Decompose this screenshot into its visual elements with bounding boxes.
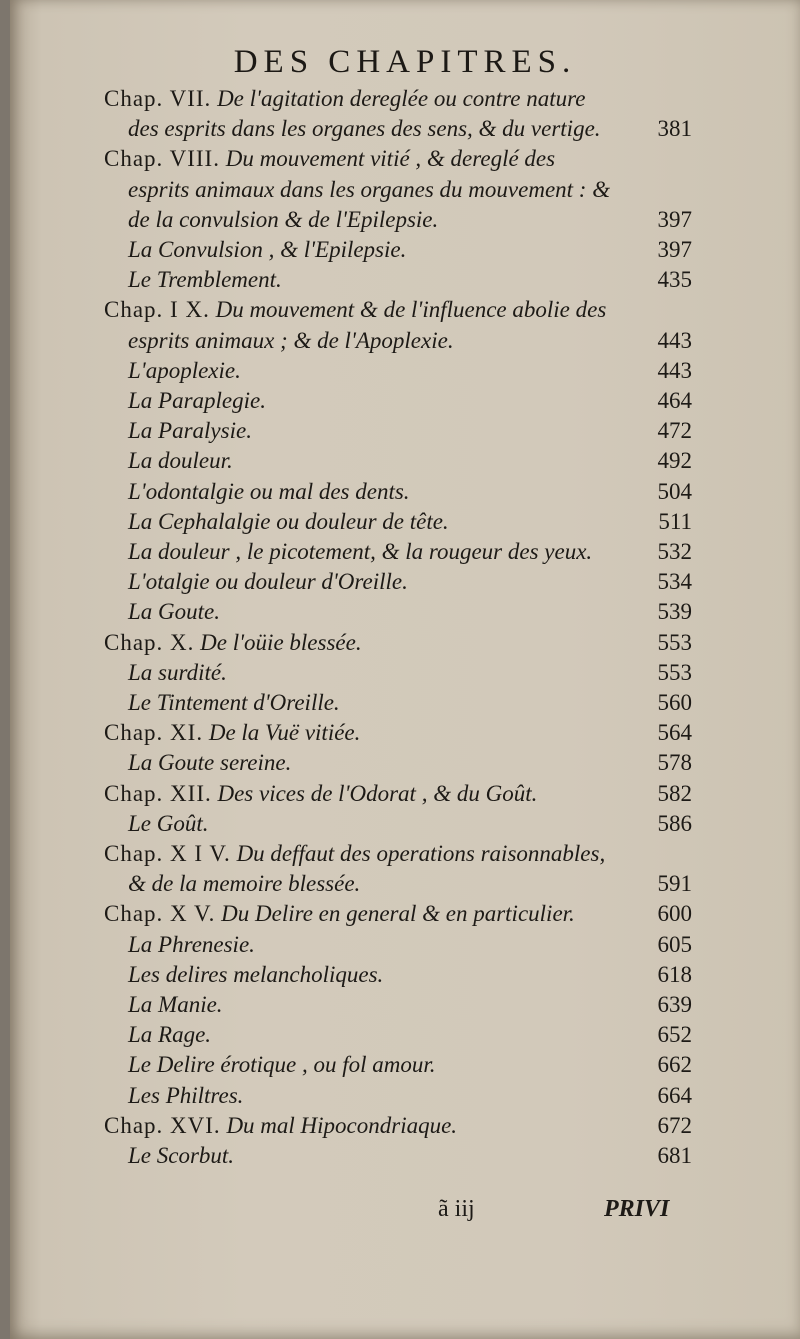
page-number: 539 <box>657 599 692 625</box>
section-title <box>128 446 233 476</box>
page-number: 578 <box>657 750 692 776</box>
section-title <box>128 1081 243 1111</box>
toc-entry <box>10 688 800 718</box>
section-title <box>128 265 282 295</box>
entry-text: La douleur , le picotement, & la rougeur des yeux. <box>128 539 593 564</box>
section-title <box>128 990 223 1020</box>
chapter-number: Chap. XVI. <box>104 1112 221 1138</box>
toc-entry <box>10 446 800 476</box>
chapter-heading <box>104 718 360 748</box>
toc-entry <box>10 779 800 809</box>
section-title <box>128 175 610 205</box>
section-title <box>128 477 410 507</box>
chapter-heading <box>104 628 362 658</box>
entry-text: La Goute sereine. <box>128 750 292 776</box>
entry-text: Le Goût. <box>128 810 209 836</box>
entry-text: La Phrenesie. <box>128 931 255 957</box>
section-title <box>128 688 340 718</box>
page-number: 586 <box>657 810 692 836</box>
toc-entry <box>10 960 800 990</box>
page-number: 504 <box>657 478 692 504</box>
section-title <box>128 1141 234 1171</box>
section-title <box>128 1050 436 1080</box>
toc-entry <box>10 628 800 658</box>
entry-text: De l'oüie blessée. <box>200 629 362 655</box>
page-number: 553 <box>657 629 692 655</box>
page-number: 582 <box>657 780 692 806</box>
page-number: 553 <box>657 659 692 685</box>
section-title <box>128 114 601 144</box>
entry-text: de la convulsion & de l'Epilepsie. <box>128 206 439 232</box>
page-number: 472 <box>657 418 692 444</box>
entry-text: La Convulsion , & l'Epilepsie. <box>128 237 407 262</box>
entry-text: La Rage. <box>128 1022 212 1048</box>
toc-entry <box>10 930 800 960</box>
entry-text: Du mal Hipocondriaque. <box>226 1112 458 1138</box>
page-number: 534 <box>657 569 692 595</box>
page-number: 605 <box>657 931 692 957</box>
page-number: 652 <box>657 1022 692 1048</box>
section-title <box>128 1020 211 1050</box>
toc-entry <box>10 990 800 1020</box>
chapter-number: Chap. VIII. <box>104 146 220 172</box>
section-title <box>128 507 449 537</box>
toc-entry <box>10 1111 800 1141</box>
section-title <box>128 386 266 416</box>
toc-entry <box>10 1141 800 1171</box>
entry-text: La Paraplegie. <box>128 388 266 413</box>
section-title <box>128 416 252 446</box>
section-title <box>128 809 209 839</box>
chapter-heading <box>104 84 585 114</box>
page-number: 618 <box>657 961 692 987</box>
chapter-number: Chap. XII. <box>104 780 212 806</box>
chapter-number: Chap. X I V. <box>104 841 231 866</box>
signature-mark: ã iij <box>438 1196 475 1222</box>
toc-entry <box>10 386 800 416</box>
entry-text: Du deffaut des operations raisonnables, <box>236 841 606 866</box>
page-number: 492 <box>657 448 692 474</box>
page-number: 681 <box>657 1143 692 1168</box>
chapter-number: Chap. I X. <box>104 297 210 323</box>
section-title <box>128 960 383 990</box>
toc-entry <box>10 809 800 839</box>
toc-entry <box>10 205 800 235</box>
page-number: 591 <box>657 871 692 897</box>
section-title <box>128 930 255 960</box>
section-title <box>128 537 592 567</box>
page-number: 662 <box>657 1052 692 1078</box>
page-number: 443 <box>657 327 692 353</box>
chapter-number: Chap. X V. <box>104 901 216 927</box>
catchword: PRIVI <box>604 1196 670 1222</box>
chapter-heading <box>104 779 537 809</box>
entry-text: esprits animaux dans les organes du mouvement : & <box>128 176 611 202</box>
toc-entry <box>10 567 800 597</box>
chapter-number: Chap. X. <box>104 629 195 655</box>
toc-entry <box>10 597 800 627</box>
page-heading: DES CHAPITRES. <box>233 44 577 80</box>
page-number: 672 <box>657 1112 692 1138</box>
page-number: 464 <box>657 388 692 413</box>
page-number: 664 <box>657 1082 692 1108</box>
section-title <box>128 356 241 386</box>
toc-entry <box>10 899 800 929</box>
toc-entry <box>10 295 800 325</box>
entry-text: De la Vuë vitiée. <box>208 720 361 746</box>
chapter-number: Chap. XI. <box>104 720 204 746</box>
chapter-heading <box>104 1111 457 1141</box>
entry-text: Du Delire en general & en particulier. <box>221 901 575 927</box>
page-number: 381 <box>657 116 692 142</box>
chapter-heading <box>104 295 606 325</box>
entry-text: Du mouvement vitié , & dereglé des <box>225 146 556 172</box>
page-number: 443 <box>657 357 692 383</box>
entry-text: De l'agitation dereglée ou contre nature <box>217 86 586 111</box>
chapter-number: Chap. VII. <box>104 86 212 111</box>
entry-text: Des vices de l'Odorat , & du Goût. <box>217 780 538 806</box>
page-number: 435 <box>657 267 692 293</box>
toc-entry <box>10 507 800 537</box>
toc-entry <box>10 748 800 778</box>
page-number: 397 <box>657 206 692 232</box>
page-number: 639 <box>657 992 692 1017</box>
page-footer <box>10 1196 800 1232</box>
toc-entry <box>10 718 800 748</box>
entry-text: Le Tintement d'Oreille. <box>128 690 340 715</box>
chapter-heading <box>104 144 555 174</box>
entry-text: La surdité. <box>128 659 227 685</box>
toc-entry <box>10 326 800 356</box>
entry-text: & de la memoire blessée. <box>128 871 361 897</box>
toc-entry <box>10 235 800 265</box>
section-title <box>128 748 291 778</box>
entry-text: La Paralysie. <box>128 418 252 444</box>
toc-entry <box>10 84 800 114</box>
entry-text: La Manie. <box>128 992 223 1017</box>
page-number: 600 <box>657 901 692 927</box>
toc-entry <box>10 356 800 386</box>
section-title <box>128 869 360 899</box>
toc-entry <box>10 839 800 869</box>
page-number: 564 <box>657 720 692 746</box>
entry-text: La douleur. <box>128 448 233 474</box>
toc-entry <box>10 265 800 295</box>
toc-entry <box>10 1020 800 1050</box>
entry-text: L'otalgie ou douleur d'Oreille. <box>128 569 408 595</box>
chapter-heading <box>104 839 605 869</box>
entry-text: Le Scorbut. <box>128 1143 235 1168</box>
section-title <box>128 658 227 688</box>
toc-entry <box>10 175 800 205</box>
entry-text: La Cephalalgie ou douleur de tête. <box>128 508 449 534</box>
entry-text: Le Tremblement. <box>128 267 282 293</box>
page-number: 511 <box>658 508 692 534</box>
page-number: 532 <box>657 539 692 564</box>
toc-entry <box>10 416 800 446</box>
toc-entry <box>10 658 800 688</box>
chapter-heading <box>104 899 575 929</box>
page-number: 560 <box>657 690 692 715</box>
section-title <box>128 326 454 356</box>
toc-entry <box>10 144 800 174</box>
toc-entry <box>10 869 800 899</box>
entry-text: La Goute. <box>128 599 220 625</box>
entry-text: L'odontalgie ou mal des dents. <box>128 478 410 504</box>
entry-text: des esprits dans les organes des sens, & du vertige. <box>128 116 601 142</box>
page-number: 397 <box>657 237 692 262</box>
section-title <box>128 235 406 265</box>
entry-text: esprits animaux ; & de l'Apoplexie. <box>128 327 454 353</box>
section-title <box>128 597 220 627</box>
toc-entry <box>10 1050 800 1080</box>
entry-text: Les Philtres. <box>128 1082 244 1108</box>
toc-entry <box>10 1081 800 1111</box>
section-title <box>128 567 408 597</box>
entry-text: Le Delire érotique , ou fol amour. <box>128 1052 436 1078</box>
toc-entry <box>10 114 800 144</box>
book-page <box>10 0 800 1339</box>
entry-text: Du mouvement & de l'influence abolie des <box>215 297 607 323</box>
toc-entry <box>10 537 800 567</box>
toc-entry <box>10 477 800 507</box>
section-title <box>128 205 438 235</box>
entry-text: Les delires melancholiques. <box>128 961 384 987</box>
entry-text: L'apoplexie. <box>128 357 241 383</box>
